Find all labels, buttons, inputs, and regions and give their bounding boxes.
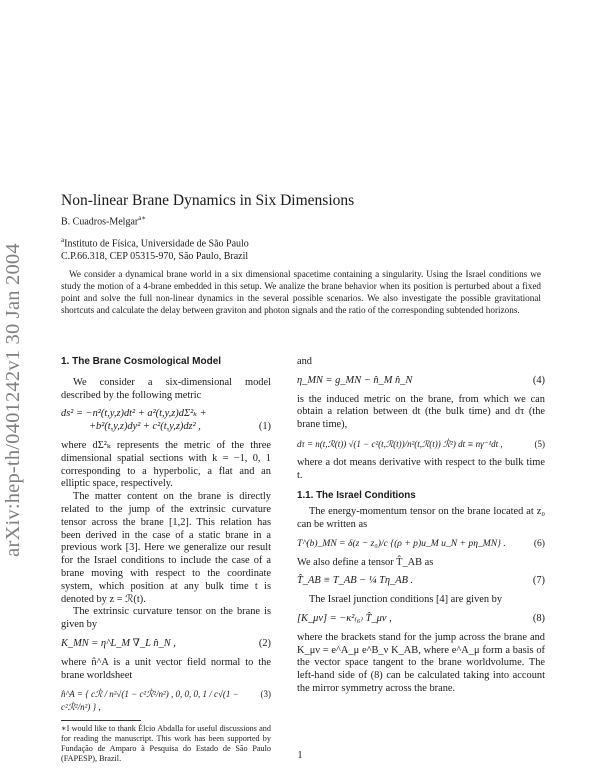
equation-number: (6) — [533, 537, 545, 549]
paragraph: where a dot means derivative with respect to the bulk time t. — [297, 456, 545, 481]
equation-number: (7) — [532, 575, 545, 587]
footnote-rule — [61, 720, 141, 721]
paragraph: where the brackets stand for the jump across the brane and K_μν = e^A_μ e^B_ν K_AB, where e^A_μ form a basis of the vector space tangent to the brane worldvolume. The left-hand side of (8) can be calculated taking into account the mirror symmetry across the brane. — [297, 631, 545, 694]
equation-7 — [297, 575, 545, 588]
affiliation-text-1: Instituto de Física, Universidade de São Paulo — [64, 238, 249, 250]
equation-2-body: K_MN = η^L_M ∇_L n̂_N , — [61, 637, 176, 649]
affiliation-line-2: C.P.66.318, CEP 05315-970, São Paulo, Brazil — [61, 250, 249, 262]
equation-number: (8) — [532, 612, 545, 624]
author-mark: a∗ — [138, 214, 147, 222]
paragraph: and — [297, 356, 313, 367]
equation-1-line-1: ds² = −n²(t,y,z)dt² + a²(t,y,z)dΣ²ₖ + — [61, 408, 207, 420]
equation-1 — [61, 408, 271, 434]
equation-4 — [297, 375, 545, 388]
footnote: ∗I would like to thank Élcio Abdalla for useful discussions and for reading the manuscript. This work has been supported by Fundação de Amparo à Pesquisa do Estado de São Paulo (FAPESP), Brazil. — [61, 723, 271, 763]
affiliation-line-1 — [61, 234, 249, 251]
paragraph: where dΣ²ₖ represents the metric of the three dimensional spatial sections with k = −1, 0, 1 corresponding to a hyperbolic, a flat and an elliptic space, respectively. — [61, 439, 271, 490]
paragraph: We also define a tensor T̂_AB as — [297, 556, 434, 568]
affiliation — [61, 234, 249, 263]
author-name: B. Cuadros-Melgar — [61, 216, 139, 228]
equation-3 — [61, 688, 271, 714]
equation-number: (4) — [532, 374, 545, 386]
section-heading: 1. The Brane Cosmological Model — [61, 356, 222, 367]
equation-4-body: η_MN = g_MN − n̂_M n̂_N — [297, 374, 413, 386]
equation-number: (5) — [534, 438, 545, 449]
subsection-heading: 1.1. The Israel Conditions — [297, 490, 416, 502]
equation-number: (3) — [260, 689, 271, 700]
abstract: We consider a dynamical brane world in a six dimensional spacetime containing a singularity. Using the Israel conditions we study the motion of a 4-brane embedded in this setup. We analize the brane behavior when its position is perturbed about a fixed point and solve the full non-linear dynamics in the several possible scenarios. We also investigate the possible gravitational shortcuts and calculate the delay between graviton and photon signals and the ratio of the corresponding subtended horizons. — [61, 269, 541, 315]
paragraph: where n̂^A is a unit vector field normal to the brane worldsheet — [61, 656, 271, 681]
equation-5 — [297, 438, 545, 451]
equation-8 — [297, 613, 545, 626]
paragraph: We consider a six-dimensional model described by the following metric — [61, 376, 271, 401]
paragraph: The energy-momentum tensor on the brane located at z₀ can be written as — [297, 506, 545, 530]
equation-number: (1) — [258, 421, 271, 433]
equation-8-body: [K_μν] = −κ²₍₆₎ T̂_μν , — [297, 612, 392, 624]
right-column — [297, 356, 545, 696]
equation-3-body: n̂^A = { cℛ̇ / n²√(1 − c²ℛ̇²/n²) , 0, 0, 0, 1 / c√(1 − c²ℛ̇²/n²) } , — [61, 689, 239, 713]
equation-6 — [297, 538, 545, 551]
paragraph: The Israel junction conditions [4] are given by — [309, 594, 503, 606]
equation-1-line-2: +b²(t,y,z)dy² + c²(t,y,z)dz² , — [89, 421, 201, 433]
equation-2 — [61, 638, 271, 651]
equation-6-body: T^(b)_MN = δ(z − z₀)/c {(ρ + p)u_M u_N + pη_MN} . — [297, 537, 506, 549]
paragraph: The extrinsic curvature tensor on the brane is given by — [61, 606, 271, 631]
author-line — [61, 214, 146, 227]
affiliation-mark: a — [61, 236, 65, 244]
paper-title: Non-linear Brane Dynamics in Six Dimensions — [61, 192, 355, 209]
arxiv-side-stamp: arXiv:hep-th/0401242v1 30 Jan 2004 — [2, 243, 24, 557]
equation-5-body: dτ = n(t,ℛ(t)) √(1 − c²(t,ℛ(t))/n²(t,ℛ(t)) ℛ̇²) dt ≡ nγ⁻¹dt , — [297, 438, 503, 449]
equation-7-body: T̂_AB ≡ T_AB − ¼ Tη_AB . — [297, 575, 414, 587]
paragraph: The matter content on the brane is directly related to the jump of the extrinsic curvature tensor across the brane [1,2]. This relation has been derived in the case of a static brane in a previous work [3]. Here we generalize our result for the Israel conditions to include the case of a brane moving with respect to the coordinate system, which position at any bulk time t is denoted by z = ℛ(t). — [61, 491, 271, 605]
paragraph: is the induced metric on the brane, from which we can obtain a relation between dt (the bulk time) and dτ (the brane time), — [297, 393, 545, 431]
left-column — [61, 356, 271, 764]
equation-number: (2) — [258, 637, 271, 649]
page-number: 1 — [297, 750, 303, 761]
